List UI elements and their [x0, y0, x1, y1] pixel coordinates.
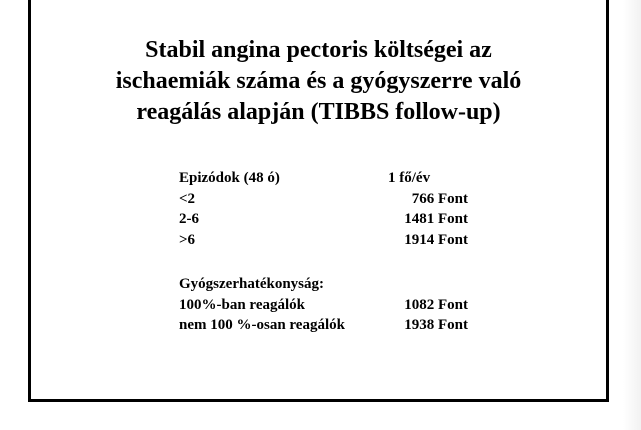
title-line-2: ischaemiák száma és a gyógyszerre való	[115, 68, 522, 94]
episode-cost-value: 1914 Font	[404, 231, 468, 248]
episode-range-label: 2-6	[179, 211, 199, 227]
title-line-3: reagálás alapján (TIBBS follow-up)	[136, 99, 501, 125]
episode-range-label: <2	[179, 190, 196, 207]
title-line-1: Stabil angina pectoris költségei az	[145, 37, 492, 63]
efficacy-group-label: 100%-ban reagálók	[179, 296, 305, 313]
episodes-header-value: 1 fő/év	[388, 170, 431, 186]
slide-title	[31, 35, 606, 128]
efficacy-cost-value: 1938 Font	[404, 317, 468, 333]
efficacy-cost-value: 1082 Font	[404, 296, 468, 313]
episode-range-label: >6	[179, 231, 196, 248]
episode-cost-value: 1481 Font	[404, 211, 468, 227]
efficacy-header-label: Gyógszerhatékonyság:	[179, 276, 324, 292]
slide-frame	[28, 0, 609, 402]
efficacy-group-label: nem 100 %-osan reagálók	[179, 317, 345, 333]
page-edge	[623, 0, 641, 430]
episodes-header-label: Epizódok (48 ó)	[179, 170, 280, 186]
episode-cost-value: 766 Font	[411, 190, 468, 207]
